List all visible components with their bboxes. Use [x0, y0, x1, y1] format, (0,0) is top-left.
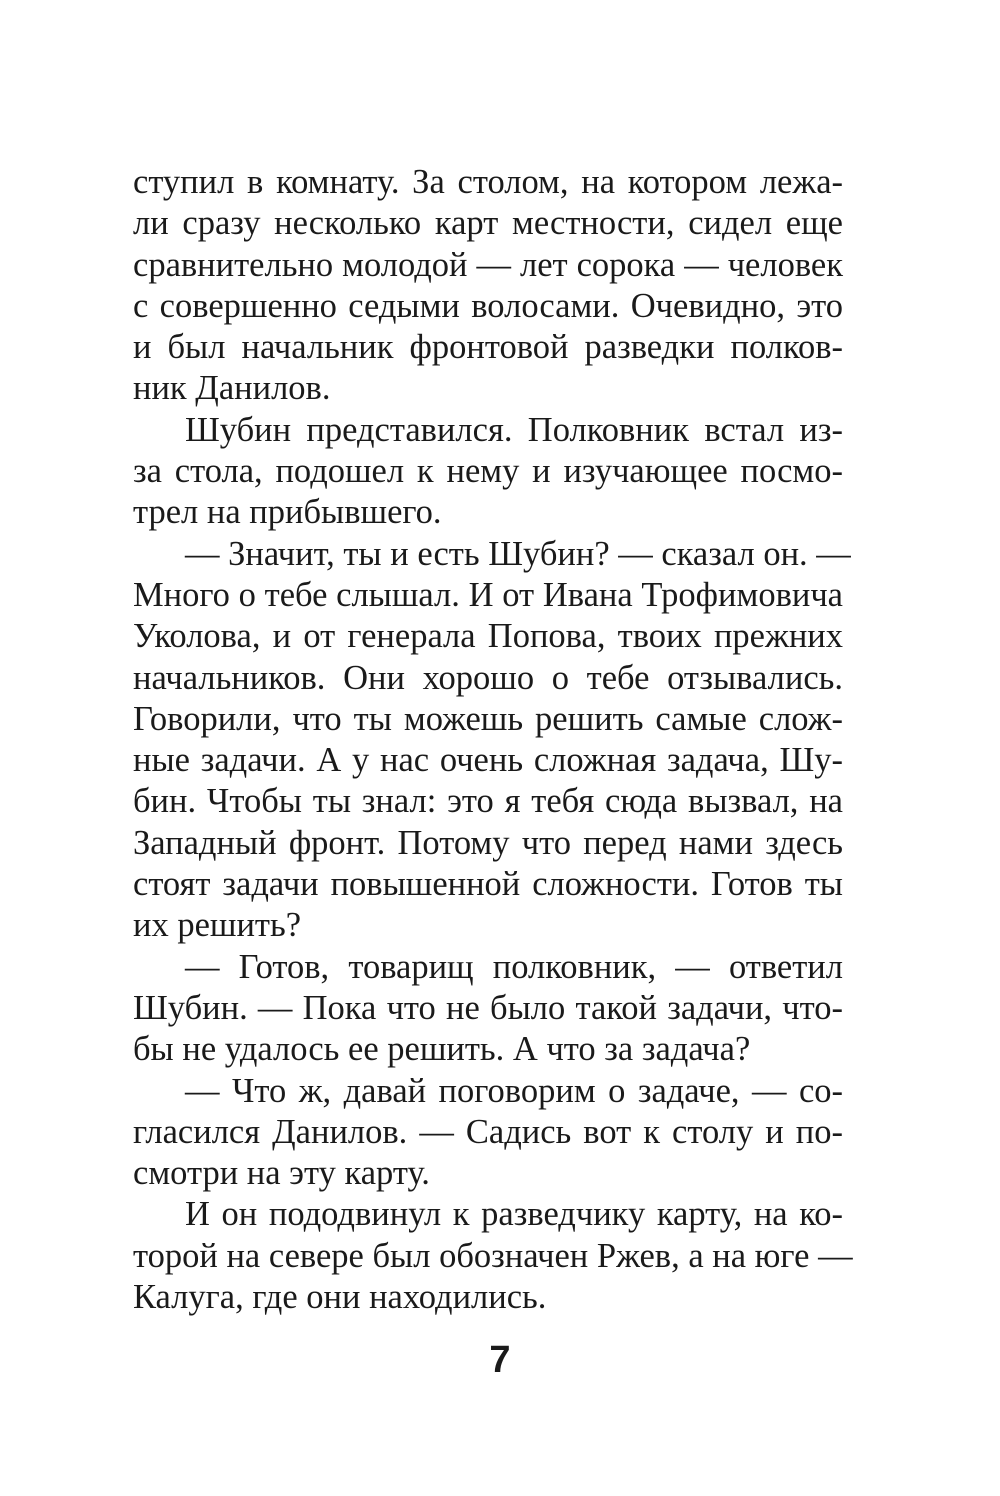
text-line: ные задачи. А у нас очень сложная задача, Шу-	[133, 741, 843, 780]
text-line: Уколова, и от генерала Попова, твоих прежних	[133, 617, 843, 656]
text-line: смотри на эту карту.	[133, 1154, 430, 1193]
text-line: и был начальник фронтовой разведки полков-	[133, 328, 843, 367]
text-line: стоят задачи повышенной сложности. Готов ты	[133, 865, 843, 904]
text-line: за стола, подошел к нему и изучающее посмо-	[133, 452, 843, 491]
text-line: начальников. Они хорошо о тебе отзывались.	[133, 658, 843, 697]
text-line: ник Данилов.	[133, 369, 331, 408]
text-line: бы не удалось ее решить. А что за задача?	[133, 1030, 751, 1069]
text-line: трел на прибывшего.	[133, 493, 442, 532]
body-text	[133, 162, 853, 1318]
text-line: бин. Чтобы ты знал: это я тебя сюда вызвал, на	[133, 782, 843, 821]
text-line: ли сразу несколько карт местности, сидел еще	[133, 204, 843, 243]
text-line: Западный фронт. Потому что перед нами здесь	[133, 823, 843, 862]
text-line: — Значит, ты и есть Шубин? — сказал он. —	[185, 534, 851, 573]
text-line: Говорили, что ты можешь решить самые слож-	[133, 699, 843, 738]
page-number: 7	[489, 1339, 511, 1381]
text-line: Шубин. — Пока что не было такой задачи, что-	[133, 988, 843, 1027]
paragraph	[133, 162, 843, 410]
text-line: ступил в комнату. За столом, на котором лежа-	[133, 163, 843, 201]
paragraph	[133, 947, 843, 1071]
text-line: И он пододвинул к разведчику карту, на ко-	[185, 1195, 843, 1234]
text-line: Шубин представился. Полковник встал из-	[185, 410, 843, 449]
text-line: с совершенно седыми волосами. Очевидно, это	[133, 286, 843, 325]
paragraph	[133, 1194, 853, 1318]
text-line: Калуга, где они находились.	[133, 1278, 547, 1317]
paragraph	[133, 1071, 843, 1195]
text-line: — Готов, товарищ полковник, — ответил	[185, 947, 843, 986]
text-line: их решить?	[133, 906, 302, 945]
text-line: Много о тебе слышал. И от Ивана Трофимовича	[133, 575, 843, 614]
paragraph	[133, 410, 843, 534]
text-line: гласился Данилов. — Садись вот к столу и по-	[133, 1112, 843, 1151]
paragraph	[133, 534, 851, 947]
text-line: — Что ж, давай поговорим о задаче, — со-	[185, 1071, 843, 1110]
text-line: торой на севере был обозначен Ржев, а на юге —	[133, 1236, 853, 1275]
text-line: сравнительно молодой — лет сорока — человек	[133, 245, 843, 284]
